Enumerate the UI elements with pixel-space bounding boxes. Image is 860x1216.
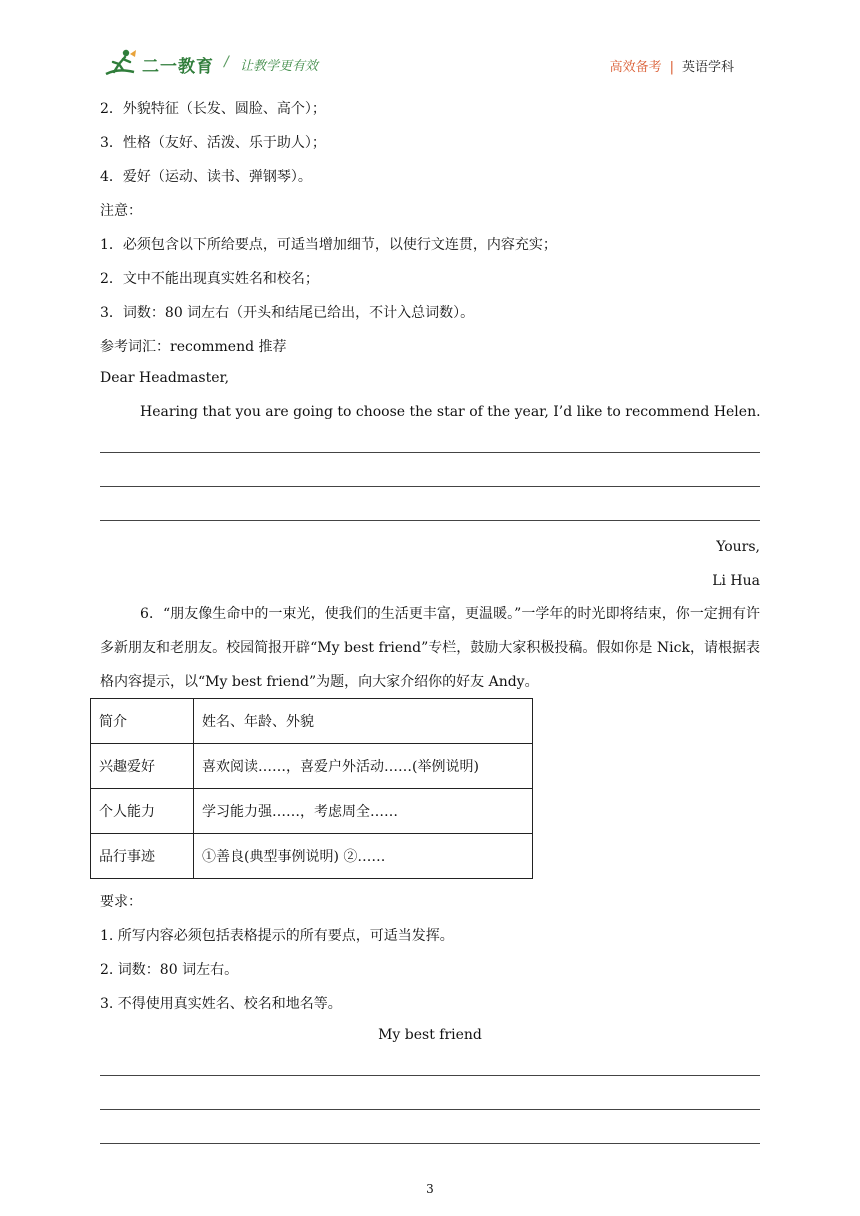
header-slash: /	[224, 54, 229, 70]
question-6-prompt	[100, 597, 760, 699]
answer-line	[100, 520, 760, 521]
brand-slogan: 让教学更有效	[240, 59, 319, 74]
table-key: 兴趣爱好	[91, 744, 194, 789]
answer-line	[100, 1075, 760, 1076]
tag-subject: 英语学科	[681, 60, 734, 75]
table-row	[91, 789, 533, 834]
brand-name: 二一教育	[142, 57, 214, 77]
tag-efficient-prep: 高效备考	[609, 60, 662, 75]
table-row	[91, 744, 533, 789]
table-value: ①善良(典型事例说明) ②……	[194, 834, 533, 879]
requirement-2: 2. 词数：80 词左右。	[100, 962, 239, 978]
point-hobbies: 4．爱好（运动、读书、弹钢琴）。	[100, 169, 312, 185]
requirements-title: 要求：	[100, 894, 142, 910]
subject-tag	[610, 56, 734, 75]
note-3: 3．词数：80 词左右（开头和结尾已给出，不计入总词数）。	[100, 305, 475, 321]
tag-separator: |	[669, 60, 674, 75]
point-appearance: 2．外貌特征（长发、圆脸、高个）；	[100, 101, 326, 117]
table-row	[91, 834, 533, 879]
requirement-1: 1. 所写内容必须包括表格提示的所有要点，可适当发挥。	[100, 928, 454, 944]
answer-line	[100, 1109, 760, 1110]
letter-closing: Yours,	[716, 539, 760, 555]
letter-signature: Li Hua	[712, 573, 760, 589]
table-key: 品行事迹	[91, 834, 194, 879]
essay-title: My best friend	[378, 1027, 482, 1043]
table-key: 简介	[91, 699, 194, 744]
notes-title: 注意：	[100, 203, 142, 219]
hint-table	[90, 698, 533, 879]
answer-line	[100, 1143, 760, 1144]
vocab-note: 参考词汇：recommend 推荐	[100, 339, 287, 355]
table-key: 个人能力	[91, 789, 194, 834]
table-value: 学习能力强……，考虑周全……	[194, 789, 533, 834]
answer-line	[100, 452, 760, 453]
table-value: 喜欢阅读……，喜爱户外活动……(举例说明)	[194, 744, 533, 789]
letter-salutation: Dear Headmaster,	[100, 370, 230, 386]
letter-opening: Hearing that you are going to choose the star of the year, I’d like to recommend Helen.	[140, 404, 761, 420]
table-row	[91, 699, 533, 744]
question-6-text: 6．“朋友像生命中的一束光，使我们的生活更丰富，更温暖。”一学年的时光即将结束，你一定拥有许多新朋友和老朋友。校园简报开辟“My best friend”专栏，鼓励大家积极投稿。假如你是 Nick，请根据表格内容提示，以“My best friend”为题，向大家介绍你的好友 Andy。	[100, 606, 760, 690]
table-value: 姓名、年龄、外貌	[194, 699, 533, 744]
note-2: 2．文中不能出现真实姓名和校名；	[100, 271, 319, 287]
page-header	[100, 48, 760, 80]
answer-line	[100, 486, 760, 487]
runner-logo-icon	[104, 48, 138, 78]
requirement-3: 3. 不得使用真实姓名、校名和地名等。	[100, 996, 342, 1012]
page-number: 3	[426, 1182, 434, 1196]
point-personality: 3．性格（友好、活泼、乐于助人）；	[100, 135, 326, 151]
note-1: 1．必须包含以下所给要点，可适当增加细节，以使行文连贯，内容充实；	[100, 237, 557, 253]
